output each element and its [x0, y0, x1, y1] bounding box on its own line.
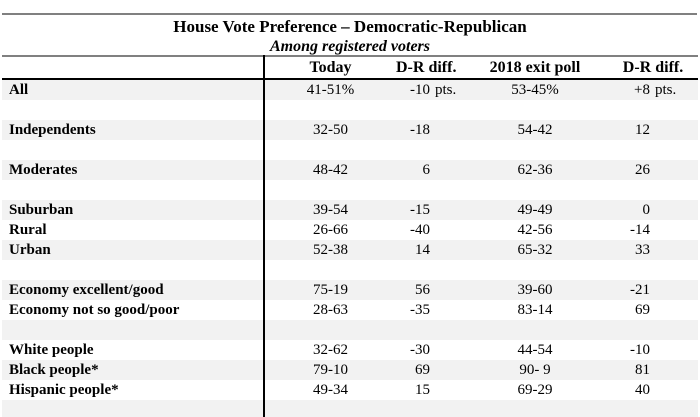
- diff-value: +8: [634, 81, 650, 98]
- row-label: [2, 400, 264, 417]
- table-title: House Vote Preference – Democratic-Republican: [173, 17, 527, 36]
- dr-diff-today-cell: [396, 200, 462, 220]
- row-label: Suburban: [2, 200, 264, 220]
- today-value: [264, 260, 396, 280]
- col-header-dr-diff-today: D-R diff.: [396, 56, 462, 79]
- dr-diff-today-cell: [396, 79, 462, 100]
- today-value: 75-19: [264, 280, 396, 300]
- exit-poll-value: 54-42: [462, 120, 608, 140]
- table-row: [2, 79, 698, 100]
- dr-diff-today-cell: [396, 360, 462, 380]
- table-row: [2, 200, 698, 220]
- diff-value: -35: [410, 301, 430, 318]
- header-row: [2, 56, 698, 79]
- row-label: Urban: [2, 240, 264, 260]
- dr-diff-2018-cell: [608, 400, 698, 417]
- today-value: 26-66: [313, 221, 348, 238]
- exit-poll-value: [462, 100, 608, 120]
- exit-poll-value: 69-29: [517, 381, 553, 398]
- exit-poll-value: [462, 180, 608, 200]
- dr-diff-2018-cell: [608, 240, 698, 260]
- diff-value: 0: [642, 201, 650, 218]
- table-row: [2, 340, 698, 360]
- dr-diff-today-cell: [396, 160, 462, 180]
- row-label: [2, 180, 264, 200]
- spacer-row: [2, 320, 698, 340]
- diff-value: 69: [415, 361, 430, 378]
- today-value: 41-51%: [264, 79, 396, 100]
- top-rule: [2, 13, 697, 15]
- table-row: [2, 380, 698, 400]
- col-header-blank: [2, 56, 264, 79]
- row-label: Black people*: [2, 360, 264, 380]
- row-label: [2, 100, 264, 120]
- spacer-row: [2, 100, 698, 120]
- diff-value: -30: [410, 341, 430, 358]
- dr-diff-2018-cell: [608, 380, 698, 400]
- table-row: [2, 360, 698, 380]
- diff-value: -40: [410, 221, 430, 238]
- today-value: 49-34: [313, 381, 348, 398]
- dr-diff-2018-cell: [608, 220, 698, 240]
- today-value: 32-62: [313, 341, 348, 358]
- diff-value: -21: [630, 281, 650, 298]
- dr-diff-2018-cell: [608, 160, 698, 180]
- today-value: [264, 320, 396, 340]
- today-value: 28-63: [313, 301, 348, 318]
- exit-poll-value: 53-45%: [462, 79, 608, 100]
- dr-diff-today-cell: [396, 340, 462, 360]
- row-label: Rural: [2, 220, 264, 240]
- dr-diff-2018-cell: [608, 180, 698, 200]
- dr-diff-today-cell: [396, 240, 462, 260]
- exit-poll-value: 90- 9: [462, 360, 608, 380]
- row-label: Economy excellent/good: [2, 280, 264, 300]
- spacer-row: [2, 260, 698, 280]
- dr-diff-2018-cell: [608, 140, 698, 160]
- today-value: [264, 400, 396, 417]
- dr-diff-today-cell: [396, 120, 462, 140]
- today-value: 39-54: [264, 200, 396, 220]
- dr-diff-today-cell: [396, 220, 462, 240]
- dr-diff-2018-cell: [608, 340, 698, 360]
- today-value: [264, 100, 396, 120]
- dr-diff-2018-cell: [608, 120, 698, 140]
- row-label: Economy not so good/poor: [2, 300, 264, 320]
- row-label: Hispanic people*: [2, 380, 264, 400]
- col-header-today: Today: [264, 56, 396, 79]
- row-label: [2, 320, 264, 340]
- spacer-row: [2, 400, 698, 417]
- diff-value: 56: [415, 281, 430, 298]
- table-row: [2, 120, 698, 140]
- spacer-row: [2, 180, 698, 200]
- row-label: Moderates: [2, 160, 264, 180]
- diff-value: 15: [415, 381, 430, 398]
- dr-diff-today-cell: [396, 100, 462, 120]
- table-row: [2, 160, 698, 180]
- row-label: Independents: [2, 120, 264, 140]
- dr-diff-2018-cell: [608, 200, 698, 220]
- table-row: [2, 300, 698, 320]
- table-row: [2, 220, 698, 240]
- table-row: [2, 240, 698, 260]
- diff-value: 12: [635, 121, 650, 138]
- exit-poll-value: 49-49: [462, 200, 608, 220]
- table-row: [2, 280, 698, 300]
- dr-diff-today-cell: [396, 300, 462, 320]
- dr-diff-2018-cell: [608, 280, 698, 300]
- diff-value: 81: [635, 361, 650, 378]
- exit-poll-value: [462, 140, 608, 160]
- exit-poll-value: [462, 320, 608, 340]
- today-value: 32-50: [264, 120, 396, 140]
- today-value: [264, 180, 396, 200]
- diff-value: 33: [635, 241, 650, 258]
- exit-poll-value: [462, 400, 608, 417]
- diff-value: -15: [410, 201, 430, 218]
- diff-value: -10: [630, 341, 650, 358]
- dr-diff-today-cell: [396, 380, 462, 400]
- today-value: 52-38: [264, 240, 396, 260]
- dr-diff-today-cell: [396, 180, 462, 200]
- col-header-dr-diff-2018: D-R diff.: [608, 56, 698, 79]
- diff-value: -18: [410, 121, 430, 138]
- exit-poll-value: 62-36: [462, 160, 608, 180]
- dr-diff-today-cell: [396, 140, 462, 160]
- today-value: 79-10: [264, 360, 396, 380]
- row-label: [2, 260, 264, 280]
- diff-value: -10: [410, 81, 430, 98]
- diff-value: 69: [635, 301, 650, 318]
- exit-poll-value: 83-14: [517, 301, 553, 318]
- house-vote-preference-table: [2, 55, 698, 417]
- spacer-row: [2, 140, 698, 160]
- diff-value: 6: [422, 161, 430, 178]
- diff-value: 26: [635, 161, 650, 178]
- title-block: [0, 16, 700, 56]
- dr-diff-2018-cell: [608, 79, 698, 100]
- dr-diff-today-cell: [396, 320, 462, 340]
- diff-unit: pts.: [655, 81, 677, 98]
- dr-diff-2018-cell: [608, 360, 698, 380]
- dr-diff-today-cell: [396, 260, 462, 280]
- dr-diff-today-cell: [396, 400, 462, 417]
- table-subtitle: Among registered voters: [270, 38, 430, 55]
- row-label: White people: [2, 340, 264, 360]
- row-label: All: [2, 79, 264, 100]
- diff-unit: pts.: [435, 81, 457, 98]
- diff-value: -14: [630, 221, 650, 238]
- table-body: [2, 79, 698, 417]
- diff-value: 14: [415, 241, 430, 258]
- today-value: 48-42: [264, 160, 396, 180]
- row-label: [2, 140, 264, 160]
- exit-poll-value: 44-54: [517, 341, 553, 358]
- dr-diff-today-cell: [396, 280, 462, 300]
- dr-diff-2018-cell: [608, 100, 698, 120]
- dr-diff-2018-cell: [608, 300, 698, 320]
- col-header-2018-exit-poll: 2018 exit poll: [462, 56, 608, 79]
- exit-poll-value: 39-60: [462, 280, 608, 300]
- today-value: [264, 140, 396, 160]
- dr-diff-2018-cell: [608, 320, 698, 340]
- exit-poll-value: 42-56: [517, 221, 553, 238]
- exit-poll-value: [462, 260, 608, 280]
- dr-diff-2018-cell: [608, 260, 698, 280]
- exit-poll-value: 65-32: [462, 240, 608, 260]
- diff-value: 40: [635, 381, 650, 398]
